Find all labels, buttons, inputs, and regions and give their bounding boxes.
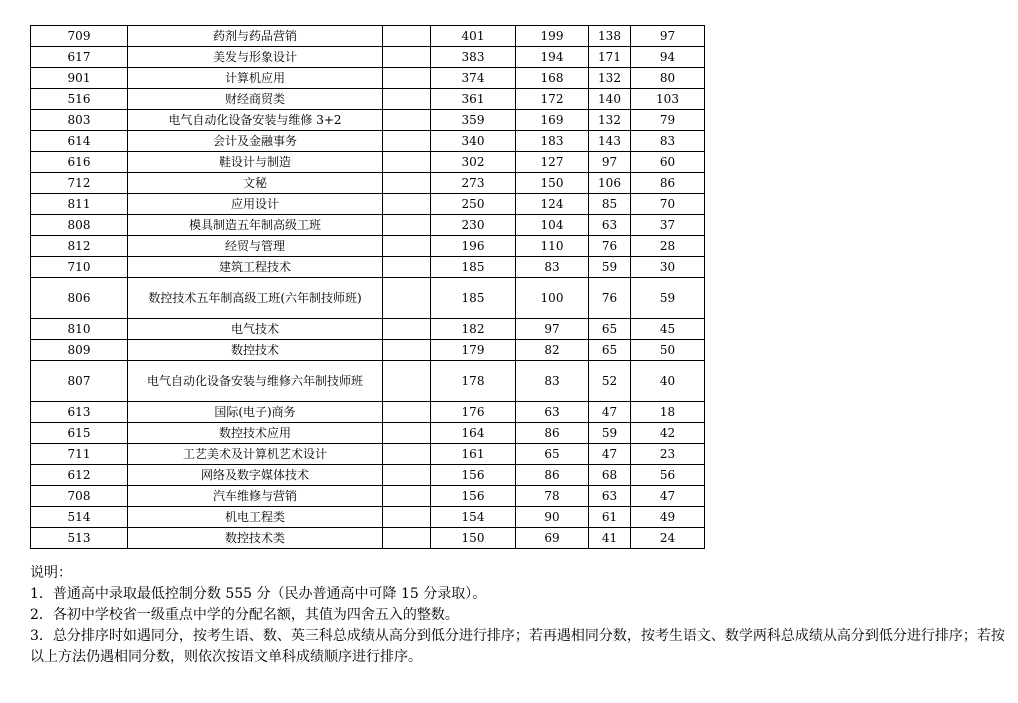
value-cell: 23 [631, 444, 705, 465]
table-row [31, 47, 705, 68]
value-cell: 150 [431, 528, 516, 549]
table-row [31, 486, 705, 507]
value-cell: 199 [516, 26, 589, 47]
table-row [31, 152, 705, 173]
value-cell: 250 [431, 194, 516, 215]
value-cell: 82 [516, 340, 589, 361]
blank-cell [383, 194, 431, 215]
value-cell: 28 [631, 236, 705, 257]
blank-cell [383, 236, 431, 257]
value-cell: 56 [631, 465, 705, 486]
value-cell: 78 [516, 486, 589, 507]
code-cell: 615 [31, 423, 128, 444]
code-cell: 809 [31, 340, 128, 361]
value-cell: 65 [516, 444, 589, 465]
blank-cell [383, 507, 431, 528]
blank-cell [383, 278, 431, 319]
value-cell: 361 [431, 89, 516, 110]
code-cell: 711 [31, 444, 128, 465]
value-cell: 156 [431, 465, 516, 486]
value-cell: 182 [431, 319, 516, 340]
value-cell: 196 [431, 236, 516, 257]
table-row [31, 507, 705, 528]
code-cell: 901 [31, 68, 128, 89]
value-cell: 161 [431, 444, 516, 465]
code-cell: 812 [31, 236, 128, 257]
program-name-cell: 数控技术 [128, 340, 383, 361]
note-item-1: 1．普通高中录取最低控制分数 555 分（民办普通高中可降 15 分录取）。 [30, 586, 487, 602]
value-cell: 59 [589, 423, 631, 444]
blank-cell [383, 68, 431, 89]
table-row [31, 89, 705, 110]
value-cell: 76 [589, 236, 631, 257]
value-cell: 83 [631, 131, 705, 152]
value-cell: 359 [431, 110, 516, 131]
value-cell: 171 [589, 47, 631, 68]
program-name-cell: 应用设计 [128, 194, 383, 215]
blank-cell [383, 361, 431, 402]
value-cell: 59 [631, 278, 705, 319]
program-name-cell: 数控技术类 [128, 528, 383, 549]
blank-cell [383, 152, 431, 173]
table-row [31, 528, 705, 549]
table-row [31, 110, 705, 131]
value-cell: 164 [431, 423, 516, 444]
value-cell: 68 [589, 465, 631, 486]
value-cell: 63 [589, 486, 631, 507]
value-cell: 383 [431, 47, 516, 68]
program-name-cell: 网络及数字媒体技术 [128, 465, 383, 486]
blank-cell [383, 402, 431, 423]
value-cell: 41 [589, 528, 631, 549]
value-cell: 110 [516, 236, 589, 257]
code-cell: 710 [31, 257, 128, 278]
table-row [31, 361, 705, 402]
value-cell: 47 [589, 402, 631, 423]
value-cell: 172 [516, 89, 589, 110]
blank-cell [383, 444, 431, 465]
value-cell: 76 [589, 278, 631, 319]
blank-cell [383, 89, 431, 110]
value-cell: 83 [516, 257, 589, 278]
code-cell: 712 [31, 173, 128, 194]
code-cell: 806 [31, 278, 128, 319]
value-cell: 63 [516, 402, 589, 423]
blank-cell [383, 465, 431, 486]
value-cell: 80 [631, 68, 705, 89]
program-name-cell: 工艺美术及计算机艺术设计 [128, 444, 383, 465]
value-cell: 194 [516, 47, 589, 68]
table-row [31, 173, 705, 194]
table-row [31, 278, 705, 319]
value-cell: 401 [431, 26, 516, 47]
value-cell: 176 [431, 402, 516, 423]
blank-cell [383, 486, 431, 507]
value-cell: 185 [431, 278, 516, 319]
value-cell: 86 [516, 423, 589, 444]
value-cell: 150 [516, 173, 589, 194]
blank-cell [383, 528, 431, 549]
table-row [31, 402, 705, 423]
value-cell: 340 [431, 131, 516, 152]
value-cell: 132 [589, 110, 631, 131]
note-item-3: 3．总分排序时如遇同分，按考生语、数、英三科总成绩从高分到低分进行排序；若再遇相同分数，按考生语文、数学两科总成绩从高分到低分进行排序；若按以上方法仍遇相同分数，则依次按语文单科成绩顺序进行排序。 [30, 628, 1005, 665]
value-cell: 94 [631, 47, 705, 68]
blank-cell [383, 131, 431, 152]
blank-cell [383, 257, 431, 278]
value-cell: 79 [631, 110, 705, 131]
value-cell: 169 [516, 110, 589, 131]
program-name-cell: 药剂与药品营销 [128, 26, 383, 47]
program-name-cell: 财经商贸类 [128, 89, 383, 110]
program-name-cell: 机电工程类 [128, 507, 383, 528]
value-cell: 49 [631, 507, 705, 528]
table-row [31, 131, 705, 152]
program-name-cell: 电气自动化设备安装与维修六年制技师班 [128, 361, 383, 402]
value-cell: 83 [516, 361, 589, 402]
program-name-cell: 会计及金融事务 [128, 131, 383, 152]
value-cell: 106 [589, 173, 631, 194]
code-cell: 613 [31, 402, 128, 423]
blank-cell [383, 47, 431, 68]
value-cell: 18 [631, 402, 705, 423]
value-cell: 273 [431, 173, 516, 194]
value-cell: 178 [431, 361, 516, 402]
code-cell: 514 [31, 507, 128, 528]
value-cell: 168 [516, 68, 589, 89]
value-cell: 60 [631, 152, 705, 173]
code-cell: 513 [31, 528, 128, 549]
score-table [30, 25, 705, 549]
value-cell: 85 [589, 194, 631, 215]
table-row [31, 26, 705, 47]
program-name-cell: 电气自动化设备安装与维修 3+2 [128, 110, 383, 131]
value-cell: 90 [516, 507, 589, 528]
code-cell: 709 [31, 26, 128, 47]
program-name-cell: 电气技术 [128, 319, 383, 340]
blank-cell [383, 26, 431, 47]
blank-cell [383, 340, 431, 361]
value-cell: 86 [516, 465, 589, 486]
value-cell: 124 [516, 194, 589, 215]
table-row [31, 319, 705, 340]
code-cell: 810 [31, 319, 128, 340]
table-row [31, 236, 705, 257]
value-cell: 70 [631, 194, 705, 215]
table-row [31, 194, 705, 215]
blank-cell [383, 319, 431, 340]
program-name-cell: 数控技术五年制高级工班(六年制技师班) [128, 278, 383, 319]
table-row [31, 68, 705, 89]
value-cell: 63 [589, 215, 631, 236]
code-cell: 811 [31, 194, 128, 215]
value-cell: 183 [516, 131, 589, 152]
value-cell: 24 [631, 528, 705, 549]
table-row [31, 465, 705, 486]
blank-cell [383, 215, 431, 236]
notes-section [30, 563, 1010, 668]
value-cell: 156 [431, 486, 516, 507]
value-cell: 97 [589, 152, 631, 173]
blank-cell [383, 423, 431, 444]
code-cell: 516 [31, 89, 128, 110]
program-name-cell: 汽车维修与营销 [128, 486, 383, 507]
blank-cell [383, 110, 431, 131]
table-row [31, 257, 705, 278]
value-cell: 97 [631, 26, 705, 47]
table-row [31, 423, 705, 444]
program-name-cell: 模具制造五年制高级工班 [128, 215, 383, 236]
value-cell: 65 [589, 319, 631, 340]
value-cell: 40 [631, 361, 705, 402]
value-cell: 45 [631, 319, 705, 340]
value-cell: 104 [516, 215, 589, 236]
value-cell: 179 [431, 340, 516, 361]
table-row [31, 444, 705, 465]
value-cell: 100 [516, 278, 589, 319]
code-cell: 612 [31, 465, 128, 486]
value-cell: 138 [589, 26, 631, 47]
value-cell: 143 [589, 131, 631, 152]
code-cell: 708 [31, 486, 128, 507]
program-name-cell: 经贸与管理 [128, 236, 383, 257]
code-cell: 807 [31, 361, 128, 402]
program-name-cell: 建筑工程技术 [128, 257, 383, 278]
blank-cell [383, 173, 431, 194]
value-cell: 374 [431, 68, 516, 89]
value-cell: 61 [589, 507, 631, 528]
value-cell: 59 [589, 257, 631, 278]
program-name-cell: 国际(电子)商务 [128, 402, 383, 423]
value-cell: 47 [589, 444, 631, 465]
value-cell: 42 [631, 423, 705, 444]
table-body [31, 26, 705, 549]
code-cell: 617 [31, 47, 128, 68]
value-cell: 127 [516, 152, 589, 173]
value-cell: 86 [631, 173, 705, 194]
value-cell: 230 [431, 215, 516, 236]
program-name-cell: 计算机应用 [128, 68, 383, 89]
value-cell: 69 [516, 528, 589, 549]
table-row [31, 340, 705, 361]
value-cell: 97 [516, 319, 589, 340]
value-cell: 140 [589, 89, 631, 110]
value-cell: 65 [589, 340, 631, 361]
notes-heading: 说明： [30, 565, 72, 581]
program-name-cell: 鞋设计与制造 [128, 152, 383, 173]
value-cell: 185 [431, 257, 516, 278]
value-cell: 37 [631, 215, 705, 236]
value-cell: 103 [631, 89, 705, 110]
program-name-cell: 美发与形象设计 [128, 47, 383, 68]
value-cell: 154 [431, 507, 516, 528]
value-cell: 52 [589, 361, 631, 402]
value-cell: 132 [589, 68, 631, 89]
value-cell: 50 [631, 340, 705, 361]
code-cell: 803 [31, 110, 128, 131]
program-name-cell: 数控技术应用 [128, 423, 383, 444]
code-cell: 614 [31, 131, 128, 152]
value-cell: 30 [631, 257, 705, 278]
code-cell: 808 [31, 215, 128, 236]
code-cell: 616 [31, 152, 128, 173]
value-cell: 47 [631, 486, 705, 507]
value-cell: 302 [431, 152, 516, 173]
program-name-cell: 文秘 [128, 173, 383, 194]
note-item-2: 2．各初中学校省一级重点中学的分配名额，其值为四舍五入的整数。 [30, 607, 459, 623]
table-row [31, 215, 705, 236]
